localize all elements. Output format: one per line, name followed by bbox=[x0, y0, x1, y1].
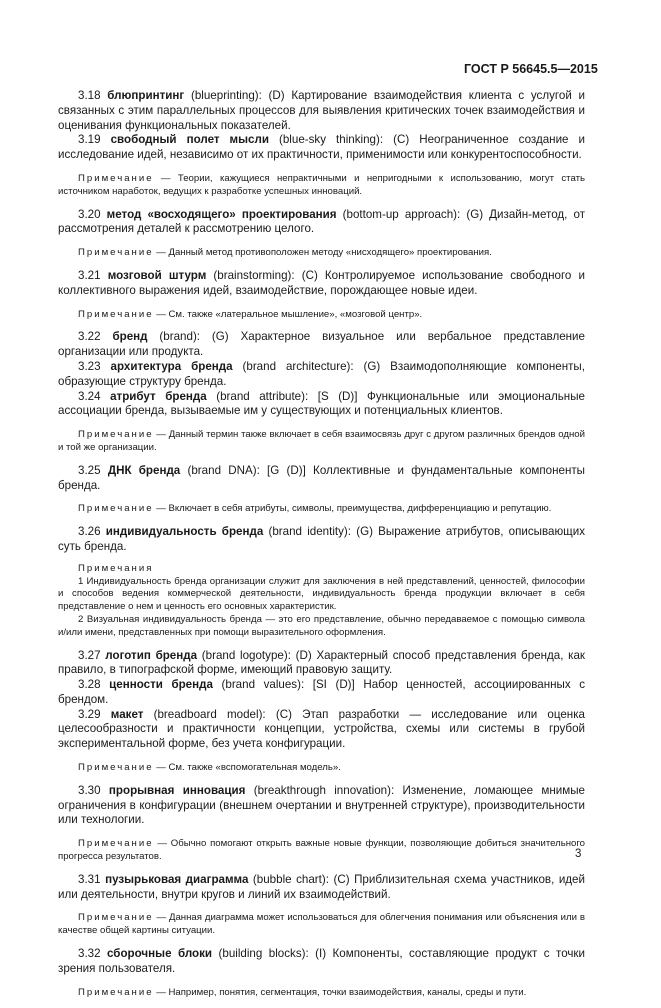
entry-number: 3.27 bbox=[78, 648, 106, 662]
term-name: атрибут бренда bbox=[110, 389, 207, 403]
note-label: Примечание bbox=[78, 838, 154, 850]
note-dash: — bbox=[153, 308, 169, 320]
note-text: См. также «вспомогательная модель». bbox=[168, 762, 341, 774]
term-definition: (brand attribute): [S (D)] Функциональные или эмоциональные ассоциации бренда, вызываемые им у существующих и потенциальных клиентов. bbox=[58, 389, 585, 418]
term-entry-3-25 bbox=[58, 464, 585, 494]
note-dash: — bbox=[153, 986, 169, 998]
term-definition: (bubble chart): (C) Приблизительная схема участников, идей или деятельности, внутри кругов и линий их взаимодействий. bbox=[58, 872, 585, 901]
term-name: сборочные блоки bbox=[107, 947, 213, 961]
term-name: ДНК бренда bbox=[107, 463, 181, 477]
term-entry-3-29 bbox=[58, 708, 585, 752]
term-definition: (brand architecture): (G) Взаимодополняющие компоненты, образующие структуру бренда. bbox=[58, 359, 585, 388]
term-name: макет bbox=[110, 707, 144, 721]
term-definition: (brand): (G) Характерное визуальное или вербальное представление организации или продукта. bbox=[58, 330, 585, 359]
note-dash: — bbox=[153, 172, 178, 184]
term-entry-3-26 bbox=[58, 525, 585, 555]
note-3-31 bbox=[58, 912, 585, 938]
term-name: бренд bbox=[112, 330, 148, 344]
term-name: метод «восходящего» проектирования bbox=[106, 207, 337, 221]
term-entry-3-27 bbox=[58, 649, 585, 679]
note-text: Теории, кажущиеся непрактичными и непригодными к использованию, могут стать источником наработок, ведущих к разработке успешных инноваций. bbox=[58, 172, 585, 197]
term-entry-3-18 bbox=[58, 89, 585, 133]
entry-number: 3.19 bbox=[78, 133, 111, 147]
term-entry-3-24 bbox=[58, 390, 585, 420]
note-3-24 bbox=[58, 429, 585, 455]
note-text: Включает в себя атрибуты, символы, преимущества, дифференциацию и репутацию. bbox=[168, 503, 552, 515]
note-text: Данный термин также включает в себя взаимосвязь друг с другом различных брендов одной и той же организации. bbox=[58, 429, 585, 453]
term-definition: (blueprinting): (D) Картирование взаимодействия клиента с услугой и связанных с этим параллельных процессов для выявления критических точек взаимодействия и оценивания функциональных показателей. bbox=[58, 89, 585, 132]
term-name: свободный полет мысли bbox=[110, 133, 269, 147]
note-text: Данный метод противоположен методу «нисходящего» проектирования. bbox=[168, 247, 492, 259]
entry-number: 3.26 bbox=[78, 525, 106, 539]
note-3-20 bbox=[58, 247, 585, 260]
entry-number: 3.23 bbox=[78, 359, 111, 373]
note-label: Примечание bbox=[78, 308, 154, 320]
entry-number: 3.25 bbox=[78, 463, 108, 477]
term-name: пузырьковая диаграмма bbox=[105, 872, 249, 886]
term-entry-3-31 bbox=[58, 873, 585, 903]
entry-number: 3.31 bbox=[78, 872, 106, 886]
note-text: См. также «латеральное мышление», «мозговой центр». bbox=[168, 308, 423, 320]
note-dash: — bbox=[153, 503, 169, 515]
entry-number: 3.18 bbox=[78, 89, 108, 102]
term-name: индивидуальность бренда bbox=[105, 525, 264, 539]
note-3-25 bbox=[58, 503, 585, 516]
note-3-29 bbox=[58, 762, 585, 775]
note-label: Примечание bbox=[78, 762, 154, 774]
note-dash: — bbox=[153, 247, 169, 259]
document-body bbox=[58, 89, 585, 1008]
note-label: Примечание bbox=[78, 912, 154, 924]
term-entry-3-21 bbox=[58, 269, 585, 299]
term-name: прорывная инновация bbox=[108, 783, 246, 797]
entry-number: 3.32 bbox=[78, 947, 108, 961]
note-text: Данная диаграмма может использоваться для облегчения понимания или объяснения или в качестве общей картины ситуации. bbox=[58, 912, 586, 937]
term-name: ценности бренда bbox=[109, 678, 213, 692]
term-definition: (building blocks): (I) Компоненты, составляющие продукт с точки зрения пользователя. bbox=[58, 947, 585, 975]
term-entry-3-19 bbox=[58, 133, 585, 163]
term-entry-3-22 bbox=[58, 330, 585, 360]
document-header: ГОСТ Р 56645.5—2015 bbox=[464, 62, 598, 76]
entry-number: 3.30 bbox=[78, 783, 109, 797]
note-dash: — bbox=[153, 838, 171, 850]
entry-number: 3.20 bbox=[78, 207, 107, 221]
page-number: 3 bbox=[575, 848, 582, 860]
term-entry-3-23 bbox=[58, 360, 585, 390]
term-definition: (breakthrough innovation): Изменение, ломающее мнимые ограничения в конфигурации (внешнем очертании и внутренней структуре), производительности или технологии. bbox=[58, 783, 585, 827]
term-entry-3-30 bbox=[58, 784, 585, 828]
note-item-3-26-1: 1 Индивидуальность бренда организации служит для заключения в ней представлений, ценностей, философии и способов ведения коммерческой деятельности, индивидуальность бренда продукции включает в себя представление о нем и ценность его основных характеристик. bbox=[58, 575, 585, 613]
term-name: блюпринтинг bbox=[107, 89, 185, 102]
note-dash: — bbox=[153, 762, 169, 774]
note-dash: — bbox=[153, 912, 169, 924]
term-name: архитектура бренда bbox=[110, 359, 233, 373]
term-definition: (bottom-up approach): (G) Дизайн-метод, от рассмотрения деталей к рассмотрению целого. bbox=[58, 207, 586, 236]
entry-number: 3.29 bbox=[78, 707, 111, 721]
note-3-19 bbox=[58, 173, 585, 199]
note-text: Обычно помогают открыть важные новые функции, позволяющие добиться значительного прогресса результатов. bbox=[58, 838, 585, 863]
term-name: логотип бренда bbox=[105, 648, 198, 662]
note-label: Примечание bbox=[78, 429, 154, 441]
term-definition: (breadboard model): (C) Этап разработки — исследование или оценка целесообразности и практичности концепции, устройства, схемы или системы в грубой экспериментальной форме, без учета конфигурации. bbox=[58, 707, 585, 751]
term-definition: (brainstorming): (C) Контролируемое использование свободного и коллективного выражения идей, взаимодействие, порождающее новые идеи. bbox=[58, 268, 585, 297]
term-entry-3-20 bbox=[58, 208, 585, 238]
term-entry-3-32 bbox=[58, 947, 585, 977]
note-3-21 bbox=[58, 309, 585, 322]
note-dash: — bbox=[153, 429, 169, 441]
entry-number: 3.22 bbox=[78, 330, 113, 344]
note-label: Примечание bbox=[78, 986, 154, 998]
term-definition: (brand identity): (G) Выражение атрибутов, описывающих суть бренда. bbox=[58, 525, 585, 553]
note-item-3-26-2: 2 Визуальная индивидуальность бренда — это его представление, обычно передаваемое с помощью символа и/или имени, представленных при помощи выразительного оформления. bbox=[58, 613, 585, 638]
entry-number: 3.28 bbox=[78, 678, 110, 692]
term-definition: (brand logotype): (D) Характерный способ представления бренда, как правило, в типографской форме, имеющий правовую защиту. bbox=[58, 648, 585, 677]
term-entry-3-28 bbox=[58, 678, 585, 708]
note-label: Примечание bbox=[78, 172, 154, 184]
note-text: Например, понятия, сегментация, точки взаимодействия, каналы, среды и пути. bbox=[168, 986, 527, 998]
entry-number: 3.21 bbox=[78, 268, 108, 282]
term-definition: (brand values): [SI (D)] Набор ценностей, ассоциированных с брендом. bbox=[58, 678, 585, 706]
note-label: Примечание bbox=[78, 503, 154, 515]
term-definition: (blue-sky thinking): (C) Неограниченное создание и исследование идей, независимо от их практичности, применимости или конкурентоспособности. bbox=[58, 133, 585, 162]
entry-number: 3.24 bbox=[78, 389, 111, 403]
note-3-30 bbox=[58, 838, 585, 864]
notes-heading-3-26: Примечания bbox=[78, 562, 154, 574]
note-label: Примечание bbox=[78, 247, 154, 259]
term-definition: (brand DNA): [G (D)] Коллективные и фундаментальные компоненты бренда. bbox=[58, 463, 585, 492]
note-3-32 bbox=[58, 987, 585, 1000]
term-name: мозговой штурм bbox=[107, 268, 207, 282]
